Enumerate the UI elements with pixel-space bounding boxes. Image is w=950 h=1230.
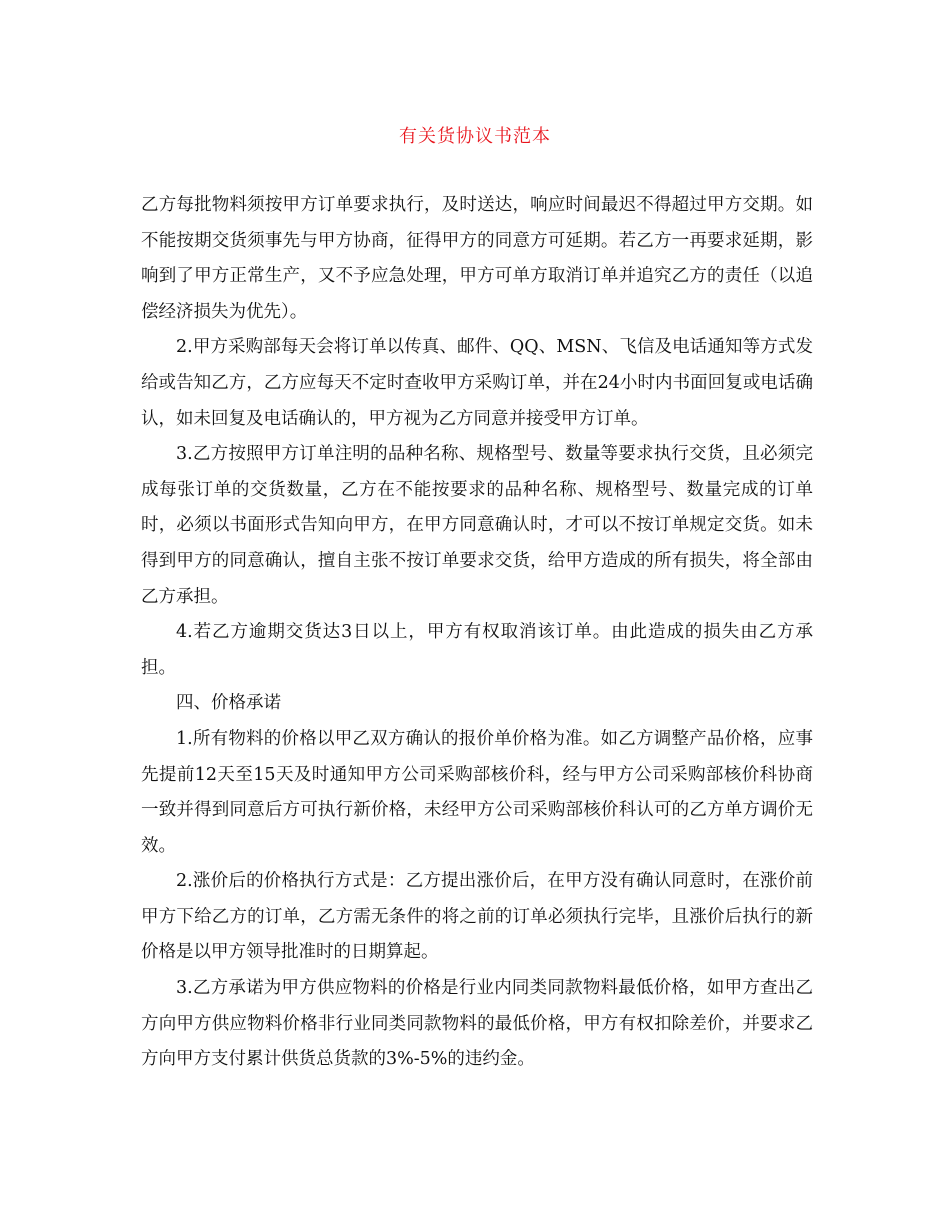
- paragraph: 3.乙方按照甲方订单注明的品种名称、规格型号、数量等要求执行交货，且必须完成每张订单的交货数量，乙方在不能按要求的品种名称、规格型号、数量完成的订单时，必须以书面形式告知向甲方，在甲方同意确认时，才可以不按订单规定交货。如未得到甲方的同意确认，擅自主张不按订单要求交货，给甲方造成的所有损失，将全部由乙方承担。: [141, 444, 813, 607]
- paragraph: 4.若乙方逾期交货达3日以上，甲方有权取消该订单。由此造成的损失由乙方承担。: [141, 622, 813, 678]
- paragraph: 1.所有物料的价格以甲乙双方确认的报价单价格为准。如乙方调整产品价格，应事先提前12天至15天及时通知甲方公司采购部核价科，经与甲方公司采购部核价科协商一致并得到同意后方可执行新价格，未经甲方公司采购部核价科认可的乙方单方调价无效。: [141, 728, 813, 856]
- document-title: 有关货协议书范本: [399, 126, 551, 147]
- paragraph: 2.涨价后的价格执行方式是：乙方提出涨价后，在甲方没有确认同意时，在涨价前甲方下给乙方的订单，乙方需无条件的将之前的订单必须执行完毕，且涨价后执行的新价格是以甲方领导批准时的日期算起。: [141, 871, 813, 963]
- document-body: [141, 188, 813, 1078]
- paragraph: 3.乙方承诺为甲方供应物料的价格是行业内同类同款物料最低价格，如甲方查出乙方向甲方供应物料价格非行业同类同款物料的最低价格，甲方有权扣除差价，并要求乙方向甲方支付累计供货总货款的3%-5%的违约金。: [141, 978, 813, 1070]
- paragraph: 2.甲方采购部每天会将订单以传真、邮件、QQ、MSN、飞信及电话通知等方式发给或告知乙方，乙方应每天不定时查收甲方采购订单，并在24小时内书面回复或电话确认，如未回复及电话确认的，甲方视为乙方同意并接受甲方订单。: [141, 337, 813, 429]
- paragraph: 乙方每批物料须按甲方订单要求执行，及时送达，响应时间最迟不得超过甲方交期。如不能按期交货须事先与甲方协商，征得甲方的同意方可延期。若乙方一再要求延期，影响到了甲方正常生产，又不予应急处理，甲方可单方取消订单并追究乙方的责任（以追偿经济损失为优先）。: [141, 195, 813, 322]
- section-heading: 四、价格承诺: [176, 693, 281, 714]
